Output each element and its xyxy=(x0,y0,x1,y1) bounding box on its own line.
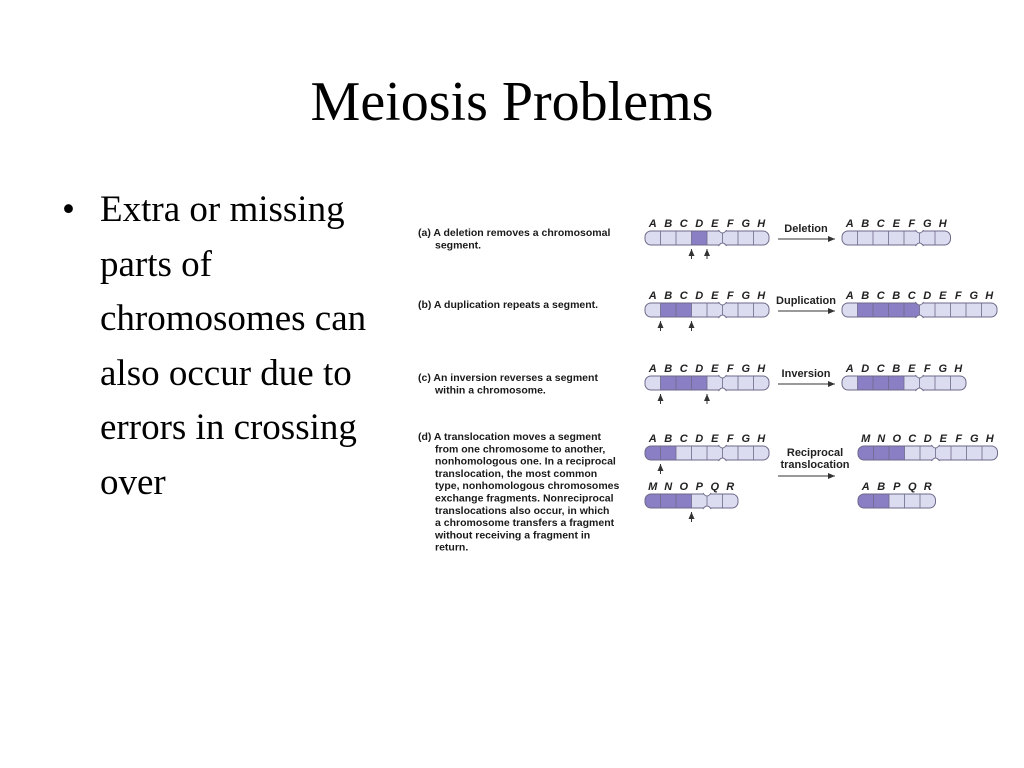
before-chromosome xyxy=(645,218,770,259)
gene-label-C: C xyxy=(907,290,916,302)
segment-D xyxy=(920,303,936,317)
segment-G xyxy=(920,231,936,245)
gene-label-D: D xyxy=(695,363,704,375)
before-chromosome xyxy=(645,290,770,331)
after-chromosome xyxy=(842,290,998,318)
segment-E xyxy=(707,376,723,390)
gene-label-H: H xyxy=(757,433,766,445)
segment-B xyxy=(889,303,905,317)
segment-C xyxy=(676,231,692,245)
gene-label-G: G xyxy=(741,218,751,230)
gene-label-Q: Q xyxy=(710,481,720,493)
gene-label-H: H xyxy=(757,363,766,375)
panel-caption-line: type, nonhomologous chromosomes xyxy=(435,480,620,493)
segment-G xyxy=(967,446,983,460)
segment-E xyxy=(935,303,951,317)
segment-E xyxy=(707,231,723,245)
gene-label-B: B xyxy=(664,290,673,302)
gene-label-N: N xyxy=(877,433,886,445)
segment-A xyxy=(842,231,858,245)
segment-A xyxy=(858,494,874,508)
panel-caption-line: nonhomologous one. In a reciprocal xyxy=(435,455,616,468)
operation-label: Reciprocal xyxy=(786,447,844,459)
segment-A xyxy=(645,303,661,317)
gene-label-M: M xyxy=(861,433,871,445)
gene-label-A: A xyxy=(648,290,657,302)
segment-C xyxy=(676,376,692,390)
segment-D xyxy=(692,376,708,390)
segment-G xyxy=(738,303,754,317)
panel-caption-line: (d) A translocation moves a segment xyxy=(418,431,602,443)
gene-label-H: H xyxy=(757,290,766,302)
gene-label-E: E xyxy=(711,433,719,445)
gene-label-E: E xyxy=(939,290,947,302)
gene-label-F: F xyxy=(726,218,734,230)
panel-caption-line: return. xyxy=(435,541,469,554)
gene-label-A: A xyxy=(648,218,657,230)
panel-caption-line: translocation, the most common xyxy=(435,467,598,480)
gene-label-D: D xyxy=(695,218,704,230)
gene-label-H: H xyxy=(985,433,994,445)
gene-label-A: A xyxy=(861,481,870,493)
after-chromosome xyxy=(858,481,936,508)
panel-caption-line: exchange fragments. Nonreciprocal xyxy=(435,492,614,505)
bullet-text: Extra or missing parts of chromosomes can also occur due to errors in crossing over xyxy=(100,189,367,503)
segment-B xyxy=(661,446,677,460)
after-chromosome xyxy=(842,218,951,246)
gene-label-D: D xyxy=(695,290,704,302)
panel-caption-line: without receiving a fragment in xyxy=(435,529,591,542)
panel-caption-line: translocations also occur, in which xyxy=(435,504,610,517)
gene-label-H: H xyxy=(757,218,766,230)
segment-B xyxy=(858,303,874,317)
segment-C xyxy=(873,231,889,245)
gene-label-H: H xyxy=(985,290,994,302)
panel-c xyxy=(418,368,835,396)
before-chromosome xyxy=(645,481,739,522)
gene-label-D: D xyxy=(695,433,704,445)
segment-F xyxy=(723,376,739,390)
gene-label-C: C xyxy=(876,363,885,375)
gene-label-D: D xyxy=(923,433,932,445)
segment-C xyxy=(873,376,889,390)
segment-E xyxy=(936,446,952,460)
gene-label-R: R xyxy=(726,481,735,493)
segment-A xyxy=(842,376,858,390)
gene-label-C: C xyxy=(679,290,688,302)
gene-label-C: C xyxy=(876,218,885,230)
segment-C xyxy=(904,303,920,317)
segment-C xyxy=(905,446,921,460)
segment-N xyxy=(874,446,890,460)
gene-label-A: A xyxy=(648,433,657,445)
segment-M xyxy=(645,494,661,508)
gene-label-E: E xyxy=(892,218,900,230)
segment-F xyxy=(951,446,967,460)
gene-label-G: G xyxy=(741,433,751,445)
gene-label-G: G xyxy=(922,218,932,230)
gene-label-H: H xyxy=(938,218,947,230)
gene-label-F: F xyxy=(954,290,962,302)
panel-caption-line: within a chromosome. xyxy=(435,384,546,397)
gene-label-E: E xyxy=(939,433,947,445)
gene-label-O: O xyxy=(679,481,689,493)
segment-D xyxy=(692,446,708,460)
gene-label-B: B xyxy=(861,290,870,302)
after-chromosome xyxy=(842,363,967,391)
segment-D xyxy=(858,376,874,390)
segment-E xyxy=(707,446,723,460)
segment-G xyxy=(738,446,754,460)
segment-O xyxy=(676,494,692,508)
segment-F xyxy=(723,231,739,245)
gene-label-N: N xyxy=(664,481,673,493)
before-chromosome xyxy=(645,363,770,404)
segment-D xyxy=(692,303,708,317)
panel-caption-line: segment. xyxy=(435,239,482,252)
gene-label-F: F xyxy=(908,218,916,230)
gene-label-B: B xyxy=(664,433,673,445)
segment-B xyxy=(661,231,677,245)
segment-A xyxy=(645,376,661,390)
gene-label-F: F xyxy=(923,363,931,375)
gene-label-E: E xyxy=(711,290,719,302)
gene-label-D: D xyxy=(923,290,932,302)
segment-F xyxy=(904,231,920,245)
gene-label-M: M xyxy=(648,481,658,493)
gene-label-B: B xyxy=(664,218,673,230)
operation-label: Duplication xyxy=(776,295,836,307)
segment-Q xyxy=(905,494,921,508)
gene-label-G: G xyxy=(969,290,979,302)
gene-label-G: G xyxy=(741,290,751,302)
panel-d xyxy=(418,431,850,554)
segment-P xyxy=(692,494,708,508)
panel-a xyxy=(418,223,835,251)
segment-C xyxy=(676,303,692,317)
segment-E xyxy=(707,303,723,317)
gene-label-B: B xyxy=(892,290,901,302)
segment-B xyxy=(661,303,677,317)
panel-caption-line: (b) A duplication repeats a segment. xyxy=(418,299,599,311)
segment-B xyxy=(661,376,677,390)
gene-label-Q: Q xyxy=(907,481,917,493)
segment-F xyxy=(951,303,967,317)
gene-label-G: G xyxy=(741,363,751,375)
segment-G xyxy=(738,231,754,245)
before-chromosome xyxy=(645,433,770,474)
segment-G xyxy=(935,376,951,390)
segment-D xyxy=(920,446,936,460)
segment-C xyxy=(676,446,692,460)
gene-label-E: E xyxy=(711,218,719,230)
gene-label-R: R xyxy=(923,481,932,493)
segment-O xyxy=(889,446,905,460)
gene-label-P: P xyxy=(893,481,901,493)
panel-b xyxy=(418,295,836,311)
segment-N xyxy=(661,494,677,508)
segment-F xyxy=(723,303,739,317)
segment-F xyxy=(723,446,739,460)
gene-label-P: P xyxy=(695,481,703,493)
segment-B xyxy=(858,231,874,245)
gene-label-A: A xyxy=(845,290,854,302)
gene-label-G: G xyxy=(938,363,948,375)
gene-label-F: F xyxy=(955,433,963,445)
gene-label-C: C xyxy=(679,363,688,375)
gene-label-F: F xyxy=(726,290,734,302)
operation-label: translocation xyxy=(780,459,850,471)
panel-caption-line: (a) A deletion removes a chromosomal xyxy=(418,227,611,239)
segment-F xyxy=(920,376,936,390)
panel-caption-line: from one chromosome to another, xyxy=(435,443,606,456)
gene-label-G: G xyxy=(969,433,979,445)
segment-G xyxy=(738,376,754,390)
operation-label: Inversion xyxy=(781,368,831,380)
gene-label-O: O xyxy=(892,433,902,445)
gene-label-A: A xyxy=(648,363,657,375)
segment-E xyxy=(904,376,920,390)
segment-D xyxy=(692,231,708,245)
gene-label-C: C xyxy=(876,290,885,302)
gene-label-F: F xyxy=(726,363,734,375)
segment-C xyxy=(873,303,889,317)
segment-M xyxy=(858,446,874,460)
segment-E xyxy=(889,231,905,245)
gene-label-C: C xyxy=(679,218,688,230)
segment-A xyxy=(645,446,661,460)
gene-label-A: A xyxy=(845,363,854,375)
bullet-marker: • xyxy=(62,189,75,230)
panel-caption-line: (c) An inversion reverses a segment xyxy=(418,372,598,384)
slide-title: Meiosis Problems xyxy=(310,71,714,133)
after-chromosome xyxy=(858,433,998,461)
segment-P xyxy=(889,494,905,508)
gene-label-E: E xyxy=(908,363,916,375)
gene-label-B: B xyxy=(861,218,870,230)
gene-label-B: B xyxy=(892,363,901,375)
segment-B xyxy=(874,494,890,508)
segment-A xyxy=(645,231,661,245)
segment-B xyxy=(889,376,905,390)
segment-G xyxy=(966,303,982,317)
panel-caption-line: a chromosome transfers a fragment xyxy=(435,517,615,530)
gene-label-D: D xyxy=(861,363,870,375)
gene-label-C: C xyxy=(679,433,688,445)
gene-label-H: H xyxy=(954,363,963,375)
segment-A xyxy=(842,303,858,317)
gene-label-B: B xyxy=(877,481,886,493)
gene-label-B: B xyxy=(664,363,673,375)
gene-label-C: C xyxy=(908,433,917,445)
gene-label-E: E xyxy=(711,363,719,375)
operation-label: Deletion xyxy=(784,223,828,235)
gene-label-F: F xyxy=(726,433,734,445)
segment-Q xyxy=(707,494,723,508)
gene-label-A: A xyxy=(845,218,854,230)
